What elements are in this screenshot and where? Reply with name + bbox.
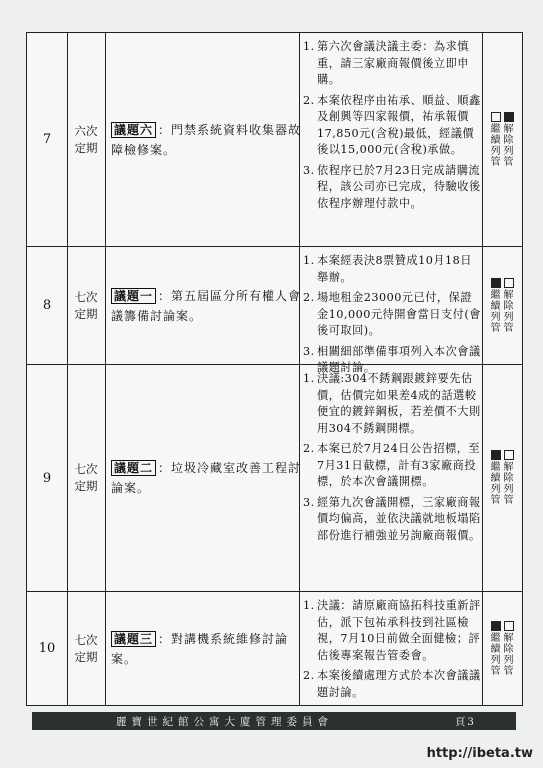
status-label: 繼 續 列 管	[490, 462, 501, 506]
status-option	[491, 621, 501, 677]
status-label: 解 除 列 管	[503, 462, 514, 506]
status-checkbox[interactable]	[491, 112, 501, 122]
status-option	[491, 112, 501, 168]
execution-notes	[303, 253, 481, 381]
note-number: 2.	[303, 669, 315, 682]
table-row	[27, 33, 522, 247]
status-label: 解 除 列 管	[503, 123, 514, 168]
page-number: 頁3	[454, 715, 476, 728]
status-option	[504, 112, 514, 168]
topic-text: ：門禁系統資料收集器故障檢修案。	[111, 122, 302, 157]
note-text: 場地租金23000元已付，保證金10,000元待開會當日支付(會後可取回)。	[317, 291, 481, 337]
status-label: 繼 續 列 管	[490, 632, 501, 677]
topic-text: ：第五屆區分所有權人會議籌備討論案。	[111, 288, 302, 323]
status-checkbox[interactable]	[504, 621, 514, 631]
note-number: 2.	[303, 291, 315, 304]
status-checkbox[interactable]	[504, 450, 514, 460]
table-row	[27, 592, 522, 706]
topic-tag: 議題六	[111, 122, 156, 138]
column-divider	[482, 33, 483, 705]
note-number: 1.	[303, 599, 315, 612]
note-number: 2.	[303, 442, 315, 455]
topic-tag: 議題一	[111, 288, 156, 304]
note-item	[303, 163, 481, 213]
note-number: 3.	[303, 495, 315, 509]
status-checkbox[interactable]	[491, 450, 501, 460]
note-item	[303, 495, 481, 545]
note-text: 決議：請原廠商協拓科技重新評估，派下包祐承科技到社區檢視，7月10日前做全面健檢；評估後專案報告管委會。	[317, 599, 481, 662]
note-text: 經第九次會議開標，三家廠商報價均偏高，並依決議就地板塌陷部份進行補強並另詢廠商報價。	[317, 495, 481, 542]
note-text: 本案後續處理方式於本次會議議題討論。	[317, 669, 481, 699]
note-number: 1.	[303, 254, 315, 267]
status-checkbox[interactable]	[491, 278, 501, 288]
note-item	[303, 253, 481, 286]
topic-tag: 議題三	[111, 631, 156, 647]
agenda-topic	[111, 33, 307, 246]
note-item	[303, 39, 481, 89]
topic-tag: 議題二	[111, 460, 156, 476]
note-item	[303, 371, 481, 437]
period-label: 六次	[74, 123, 98, 138]
period-label: 定期	[74, 140, 98, 155]
period-label: 定期	[74, 306, 98, 321]
status-label: 解 除 列 管	[503, 632, 514, 677]
period-label: 定期	[74, 649, 98, 664]
footer-bar	[32, 712, 516, 730]
item-number: 7	[42, 132, 52, 147]
item-number: 10	[38, 641, 56, 656]
note-item	[303, 290, 481, 340]
note-text: 本案經表決8票贊成10月18日舉辦。	[317, 254, 472, 284]
meeting-period	[69, 365, 103, 591]
tracking-status	[483, 247, 521, 364]
column-divider	[67, 33, 68, 705]
status-option	[504, 621, 514, 677]
agenda-topic	[111, 365, 307, 591]
table-row	[27, 247, 522, 374]
note-item	[303, 441, 481, 491]
status-option	[491, 450, 501, 506]
status-checkbox[interactable]	[504, 278, 514, 288]
item-number: 8	[42, 298, 52, 313]
tracking-status	[483, 592, 521, 705]
committee-title: 麗寶世紀館公寓大廈管理委員會	[116, 715, 333, 728]
execution-notes	[303, 598, 481, 705]
status-label: 解 除 列 管	[503, 289, 514, 334]
note-number: 3.	[303, 344, 315, 358]
period-label: 七次	[74, 462, 98, 476]
status-option	[491, 278, 501, 334]
column-divider	[105, 33, 106, 705]
meeting-period	[69, 592, 103, 705]
status-label: 繼 續 列 管	[490, 123, 501, 168]
meeting-period	[69, 33, 103, 246]
tracking-status	[483, 33, 521, 246]
period-label: 七次	[74, 632, 98, 647]
note-number: 1.	[303, 40, 315, 53]
watermark: http://ibeta.tw	[426, 746, 533, 761]
status-label: 繼 續 列 管	[490, 289, 501, 334]
note-text: 本案依程序由祐承、順益、順鑫及創興等四家報價，祐承報價17,850元(含稅)最低，經議價後以15,000元(含稅)承做。	[317, 93, 481, 156]
agenda-topic	[111, 247, 307, 364]
note-text: 依程序已於7月23日完成請購流程，該公司亦已完成，待驗收後依程序辦理付款中。	[317, 163, 481, 210]
minutes-table	[26, 32, 523, 706]
note-text: 決議:304不銹鋼跟鍍鋅要先估價，估價完如果差4成的話選較便宜的鍍鋅鋼板，若差價不大則用304不銹鋼開標。	[317, 372, 481, 435]
tracking-status	[483, 365, 521, 591]
meeting-period	[69, 247, 103, 364]
execution-notes	[303, 371, 481, 548]
agenda-topic	[111, 592, 307, 705]
note-item	[303, 668, 481, 701]
note-item	[303, 93, 481, 159]
status-option	[504, 278, 514, 334]
execution-notes	[303, 39, 481, 216]
item-number: 9	[42, 470, 52, 486]
note-text: 第六次會議決議主委：為求慎重，請三家廠商報價後立即申購。	[317, 40, 469, 86]
status-option	[504, 450, 514, 506]
note-number: 1.	[303, 372, 315, 385]
note-number: 3.	[303, 163, 315, 177]
note-text: 本案已於7月24日公告招標，至7月31日截標，計有3家廠商投標，於本次會議開標。	[317, 442, 481, 488]
status-checkbox[interactable]	[491, 621, 501, 631]
table-row	[27, 365, 522, 592]
note-item	[303, 598, 481, 664]
status-checkbox[interactable]	[504, 112, 514, 122]
note-text: 相關細部準備事項列入本次會議議題討論。	[317, 344, 481, 374]
topic-text: ：垃圾冷藏室改善工程討論案。	[111, 461, 302, 495]
note-number: 2.	[303, 93, 315, 107]
column-divider	[299, 33, 300, 705]
topic-text: ：對講機系統維修討論案。	[111, 631, 289, 666]
period-label: 定期	[74, 479, 98, 493]
period-label: 七次	[74, 289, 98, 304]
